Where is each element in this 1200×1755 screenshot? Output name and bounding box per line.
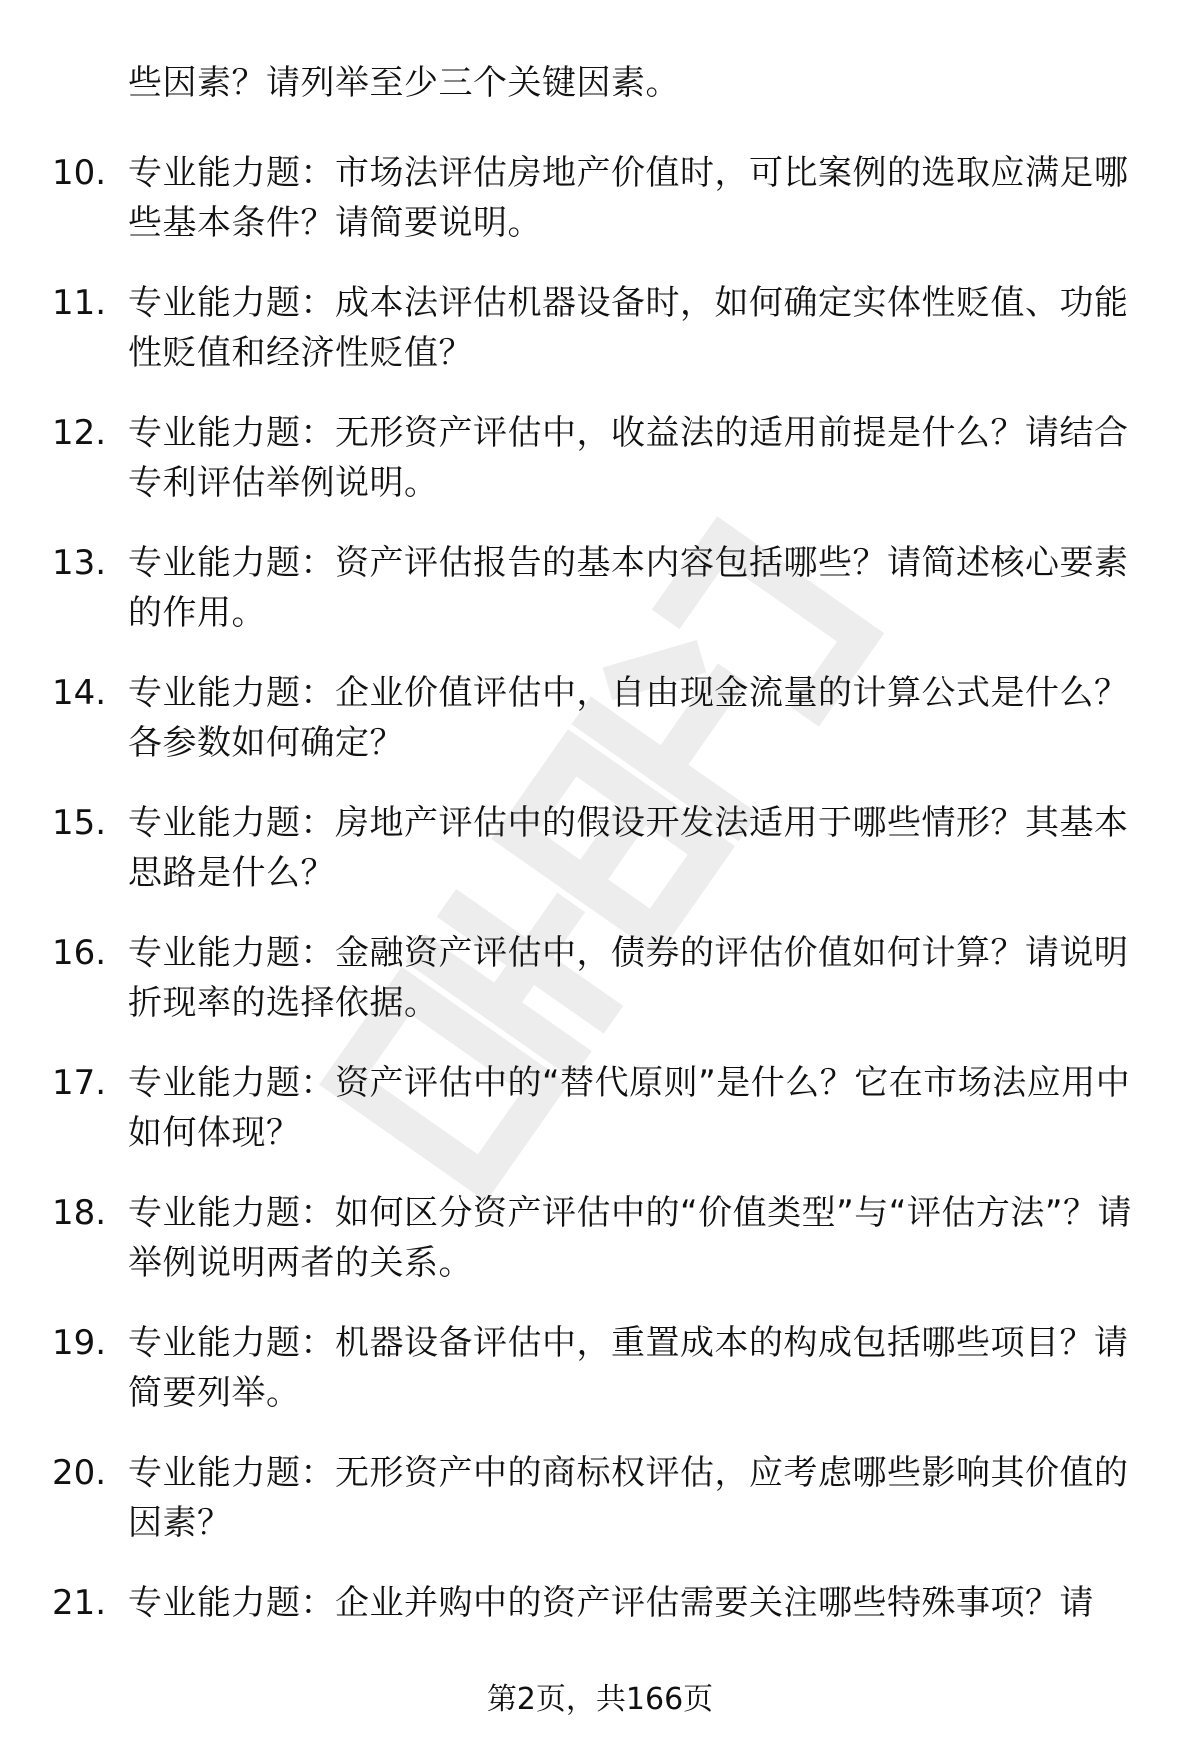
continuation-text: 些因素？请列举至少三个关键因素。: [128, 63, 680, 103]
question-text: 专业能力题：机器设备评估中，重置成本的构成包括哪些项目？请简要列举。: [128, 1323, 1129, 1413]
list-item: [0, 278, 1200, 408]
question-number: 18.: [52, 1193, 107, 1233]
list-item: [0, 148, 1200, 278]
list-item: [0, 538, 1200, 668]
list-item: [0, 928, 1200, 1058]
question-number: 13.: [52, 543, 107, 583]
list-item: [0, 798, 1200, 928]
question-list: [0, 148, 1200, 1708]
question-text: 专业能力题：资产评估中的“替代原则”是什么？它在市场法应用中如何体现？: [128, 1063, 1131, 1153]
question-number: 14.: [52, 673, 107, 713]
question-number: 21.: [52, 1583, 107, 1623]
question-number: 16.: [52, 933, 107, 973]
list-item: [0, 1318, 1200, 1448]
question-text: 专业能力题：资产评估报告的基本内容包括哪些？请简述核心要素的作用。: [128, 543, 1129, 633]
page-footer: 第2页，共166页: [486, 1682, 714, 1717]
question-number: 20.: [52, 1453, 107, 1493]
question-text: 专业能力题：无形资产中的商标权评估，应考虑哪些影响其价值的因素？: [128, 1453, 1129, 1543]
list-item: [0, 1188, 1200, 1318]
question-text: 专业能力题：如何区分资产评估中的“价值类型”与“评估方法”？请举例说明两者的关系。: [128, 1193, 1132, 1283]
question-text: 专业能力题：企业价值评估中，自由现金流量的计算公式是什么？各参数如何确定？: [128, 673, 1129, 763]
list-item: [0, 1058, 1200, 1188]
list-item: [0, 668, 1200, 798]
question-text: 专业能力题：市场法评估房地产价值时，可比案例的选取应满足哪些基本条件？请简要说明。: [128, 153, 1129, 243]
list-item: [0, 408, 1200, 538]
question-number: 12.: [52, 413, 107, 453]
question-text: 专业能力题：企业并购中的资产评估需要关注哪些特殊事项？请: [128, 1583, 1094, 1623]
question-text: 专业能力题：无形资产评估中，收益法的适用前提是什么？请结合专利评估举例说明。: [128, 413, 1129, 503]
question-text: 专业能力题：成本法评估机器设备时，如何确定实体性贬值、功能性贬值和经济性贬值？: [128, 283, 1129, 373]
question-number: 19.: [52, 1323, 107, 1363]
question-number: 15.: [52, 803, 107, 843]
list-item: [0, 1448, 1200, 1578]
question-number: 10.: [52, 153, 107, 193]
question-number: 17.: [52, 1063, 107, 1103]
question-number: 11.: [52, 283, 107, 323]
question-text: 专业能力题：金融资产评估中，债券的评估价值如何计算？请说明折现率的选择依据。: [128, 933, 1129, 1023]
question-text: 专业能力题：房地产评估中的假设开发法适用于哪些情形？其基本思路是什么？: [128, 803, 1129, 893]
